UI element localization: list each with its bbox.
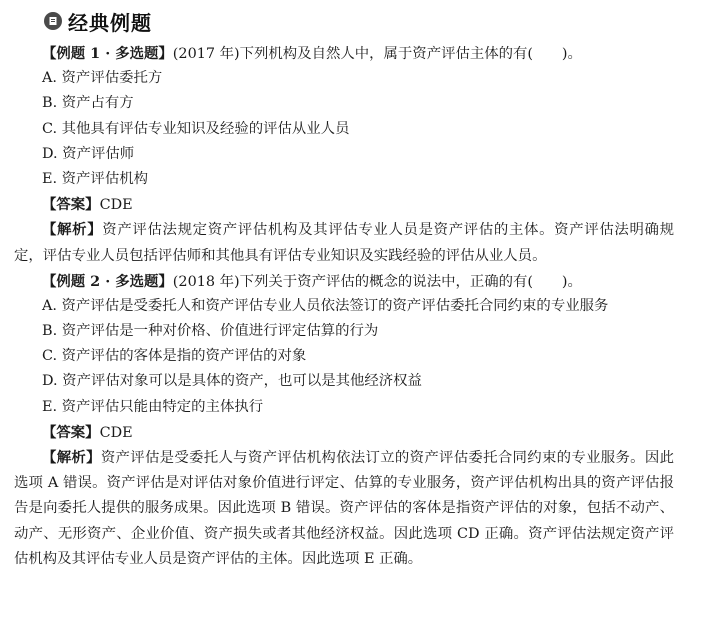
q1-tag: 【例题 1 · 多选题】 [42,45,173,62]
q2-answer-line [14,420,674,445]
q1-analysis [14,217,674,268]
q2-stem: (2018 年)下列关于资产评估的概念的说法中，正确的有( )。 [172,273,582,290]
q2-option-e: E. 资产评估只能由特定的主体执行 [42,398,264,415]
q2-option-c: C. 资产评估的客体是指的资产评估的对象 [42,348,307,365]
q1-analysis-tag: 【解析】 [42,221,103,239]
section-title: 经典例题 [68,10,152,35]
q1-analysis-text: 资产评估法规定资产评估机构及其评估专业人员是资产评估的主体。资产评估法明确规定，评估专业人员包括评估师和其他具有评估专业知识及实践经验的评估从业人员。 [14,222,674,264]
q1-stem: (2017 年)下列机构及自然人中，属于资产评估主体的有( )。 [172,46,582,62]
section-header [44,6,152,36]
q2-option-d: D. 资产评估对象可以是具体的资产，也可以是其他经济权益 [42,373,422,390]
q2-option-a: A. 资产评估是受委托人和资产评估专业人员依法签订的资产评估委托合同约束的专业服务 [42,297,609,314]
q2-answer: CDE [99,424,133,441]
content [14,41,674,572]
q2-stem-line [14,269,674,294]
q1-answer-tag: 【答案】 [42,196,100,214]
q2-analysis [14,445,674,572]
q2-answer-tag: 【答案】 [42,423,100,441]
q1-option-c: C. 其他具有评估专业知识及经验的评估从业人员 [42,120,350,137]
q2-analysis-text: 资产评估是受委托人与资产评估机构依法订立的资产评估委托合同约束的专业服务。因此选项 A 错误。资产评估是对评估对象价值进行评定、估算的专业服务，资产评估机构出具的资产评估报告是向委托人提供的服务成果。因此选项 B 错误。资产评估的客体是指资产评估的对象，包括不动产、动产、无形资产、企业价值、资产损失或者其他经济权益。因此选项 CD 正确。资产评估法规定资产评估机构及其评估专业人员是资产评估的主体。因此选项 E 正确。 [14,450,674,567]
q1-answer: CDE [99,197,133,214]
book-icon [44,12,62,30]
q1-option-e: E. 资产评估机构 [42,170,148,187]
q1-stem-line [14,41,674,66]
q1-option-a: A. 资产评估委托方 [42,70,163,87]
q2-analysis-tag: 【解析】 [42,449,101,467]
q1-option-d: D. 资产评估师 [42,145,135,162]
q2-option-b: B. 资产评估是一种对价格、价值进行评定估算的行为 [42,323,379,340]
q1-answer-line [14,192,674,217]
q2-tag: 【例题 2 · 多选题】 [42,272,173,290]
q1-option-b: B. 资产占有方 [42,95,134,112]
